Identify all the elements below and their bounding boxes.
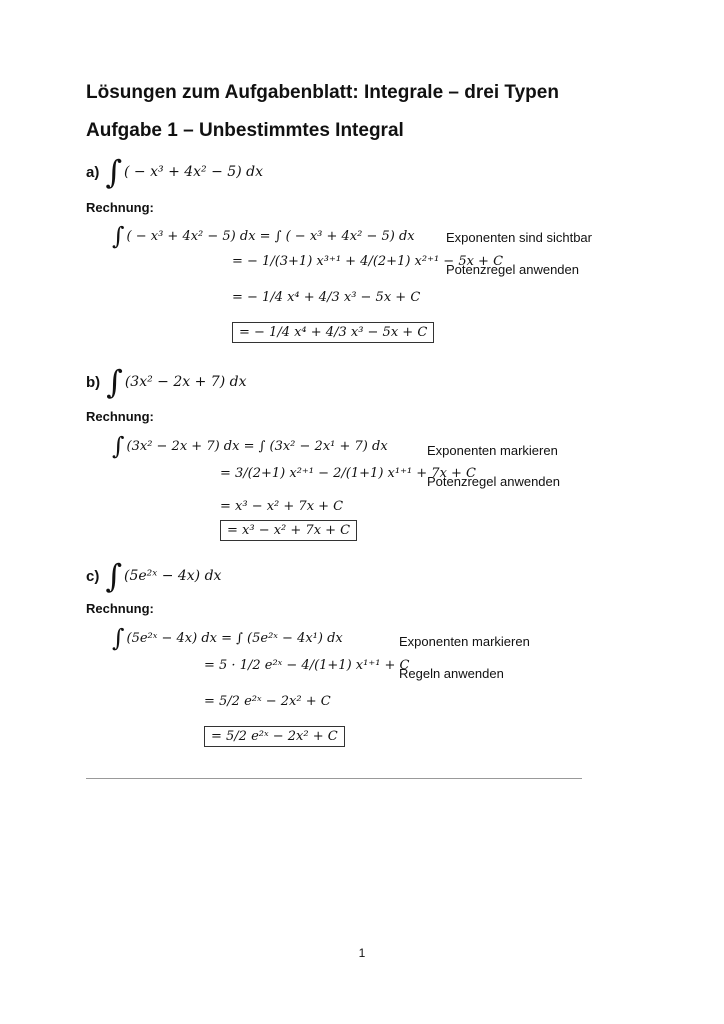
part-b-note-1: Exponenten markieren xyxy=(427,443,558,458)
part-b-line-2: = 3/(2+1) x²⁺¹ − 2/(1+1) x¹⁺¹ + 7x + C xyxy=(220,466,477,481)
integral-sign-icon: ∫ xyxy=(112,222,125,250)
part-c-note-2: Regeln anwenden xyxy=(399,666,504,681)
horizontal-divider xyxy=(86,778,582,779)
part-b-label: b) xyxy=(86,373,101,391)
rechnung-label-b: Rechnung: xyxy=(86,409,154,424)
part-c-line-3: = 5/2 e²ˣ − 2x² + C xyxy=(204,694,331,709)
part-c-note-1: Exponenten markieren xyxy=(399,634,530,649)
part-a-line-1 xyxy=(112,224,415,248)
integral-sign-icon: ∫ xyxy=(105,153,123,191)
part-c-result xyxy=(204,726,345,747)
part-c-task: (5e²ˣ − 4x) dx xyxy=(124,568,222,584)
part-b-line-3: = x³ − x² + 7x + C xyxy=(220,499,344,514)
integral-sign-icon: ∫ xyxy=(106,363,123,401)
part-a-result-box: = − 1/4 x⁴ + 4/3 x³ − 5x + C xyxy=(232,322,434,343)
part-a-note-1: Exponenten sind sichtbar xyxy=(446,230,592,245)
part-b-heading xyxy=(86,363,247,401)
part-c-line-1-text: (5e²ˣ − 4x) dx = ∫ (5e²ˣ − 4x¹) dx xyxy=(126,630,343,646)
part-b-result xyxy=(220,520,357,541)
part-c-line-1 xyxy=(112,626,343,650)
part-c-line-2: = 5 · 1/2 e²ˣ − 4/(1+1) x¹⁺¹ + C xyxy=(204,658,410,673)
section-title: Aufgabe 1 – Unbestimmtes Integral xyxy=(86,120,404,141)
part-a-line-2: = − 1/(3+1) x³⁺¹ + 4/(2+1) x²⁺¹ − 5x + C xyxy=(232,254,504,269)
integral-sign-icon: ∫ xyxy=(105,557,123,595)
part-b-note-2: Potenzregel anwenden xyxy=(427,474,560,489)
part-a-result xyxy=(232,322,434,343)
page-title: Lösungen zum Aufgabenblatt: Integrale – drei Typen xyxy=(86,82,559,103)
part-c-heading xyxy=(86,557,222,595)
part-a-label: a) xyxy=(86,163,100,181)
integral-sign-icon: ∫ xyxy=(112,432,125,460)
part-b-task: (3x² − 2x + 7) dx xyxy=(124,374,247,390)
part-a-line-3: = − 1/4 x⁴ + 4/3 x³ − 5x + C xyxy=(232,290,421,305)
part-c-label: c) xyxy=(86,567,100,585)
rechnung-label-a: Rechnung: xyxy=(86,200,154,215)
part-a-line-1-text: ( − x³ + 4x² − 5) dx = ∫ ( − x³ + 4x² − 5) dx xyxy=(126,228,415,244)
rechnung-label-c: Rechnung: xyxy=(86,601,154,616)
part-b-result-box: = x³ − x² + 7x + C xyxy=(220,520,357,541)
part-a-task: ( − x³ + 4x² − 5) dx xyxy=(124,164,263,180)
page-number: 1 xyxy=(358,946,366,960)
part-a-note-2: Potenzregel anwenden xyxy=(446,262,579,277)
part-b-line-1 xyxy=(112,434,388,458)
part-c-result-box: = 5/2 e²ˣ − 2x² + C xyxy=(204,726,345,747)
part-b-line-1-text: (3x² − 2x + 7) dx = ∫ (3x² − 2x¹ + 7) dx xyxy=(126,438,388,454)
integral-sign-icon: ∫ xyxy=(112,624,125,652)
part-a-heading xyxy=(86,153,263,191)
